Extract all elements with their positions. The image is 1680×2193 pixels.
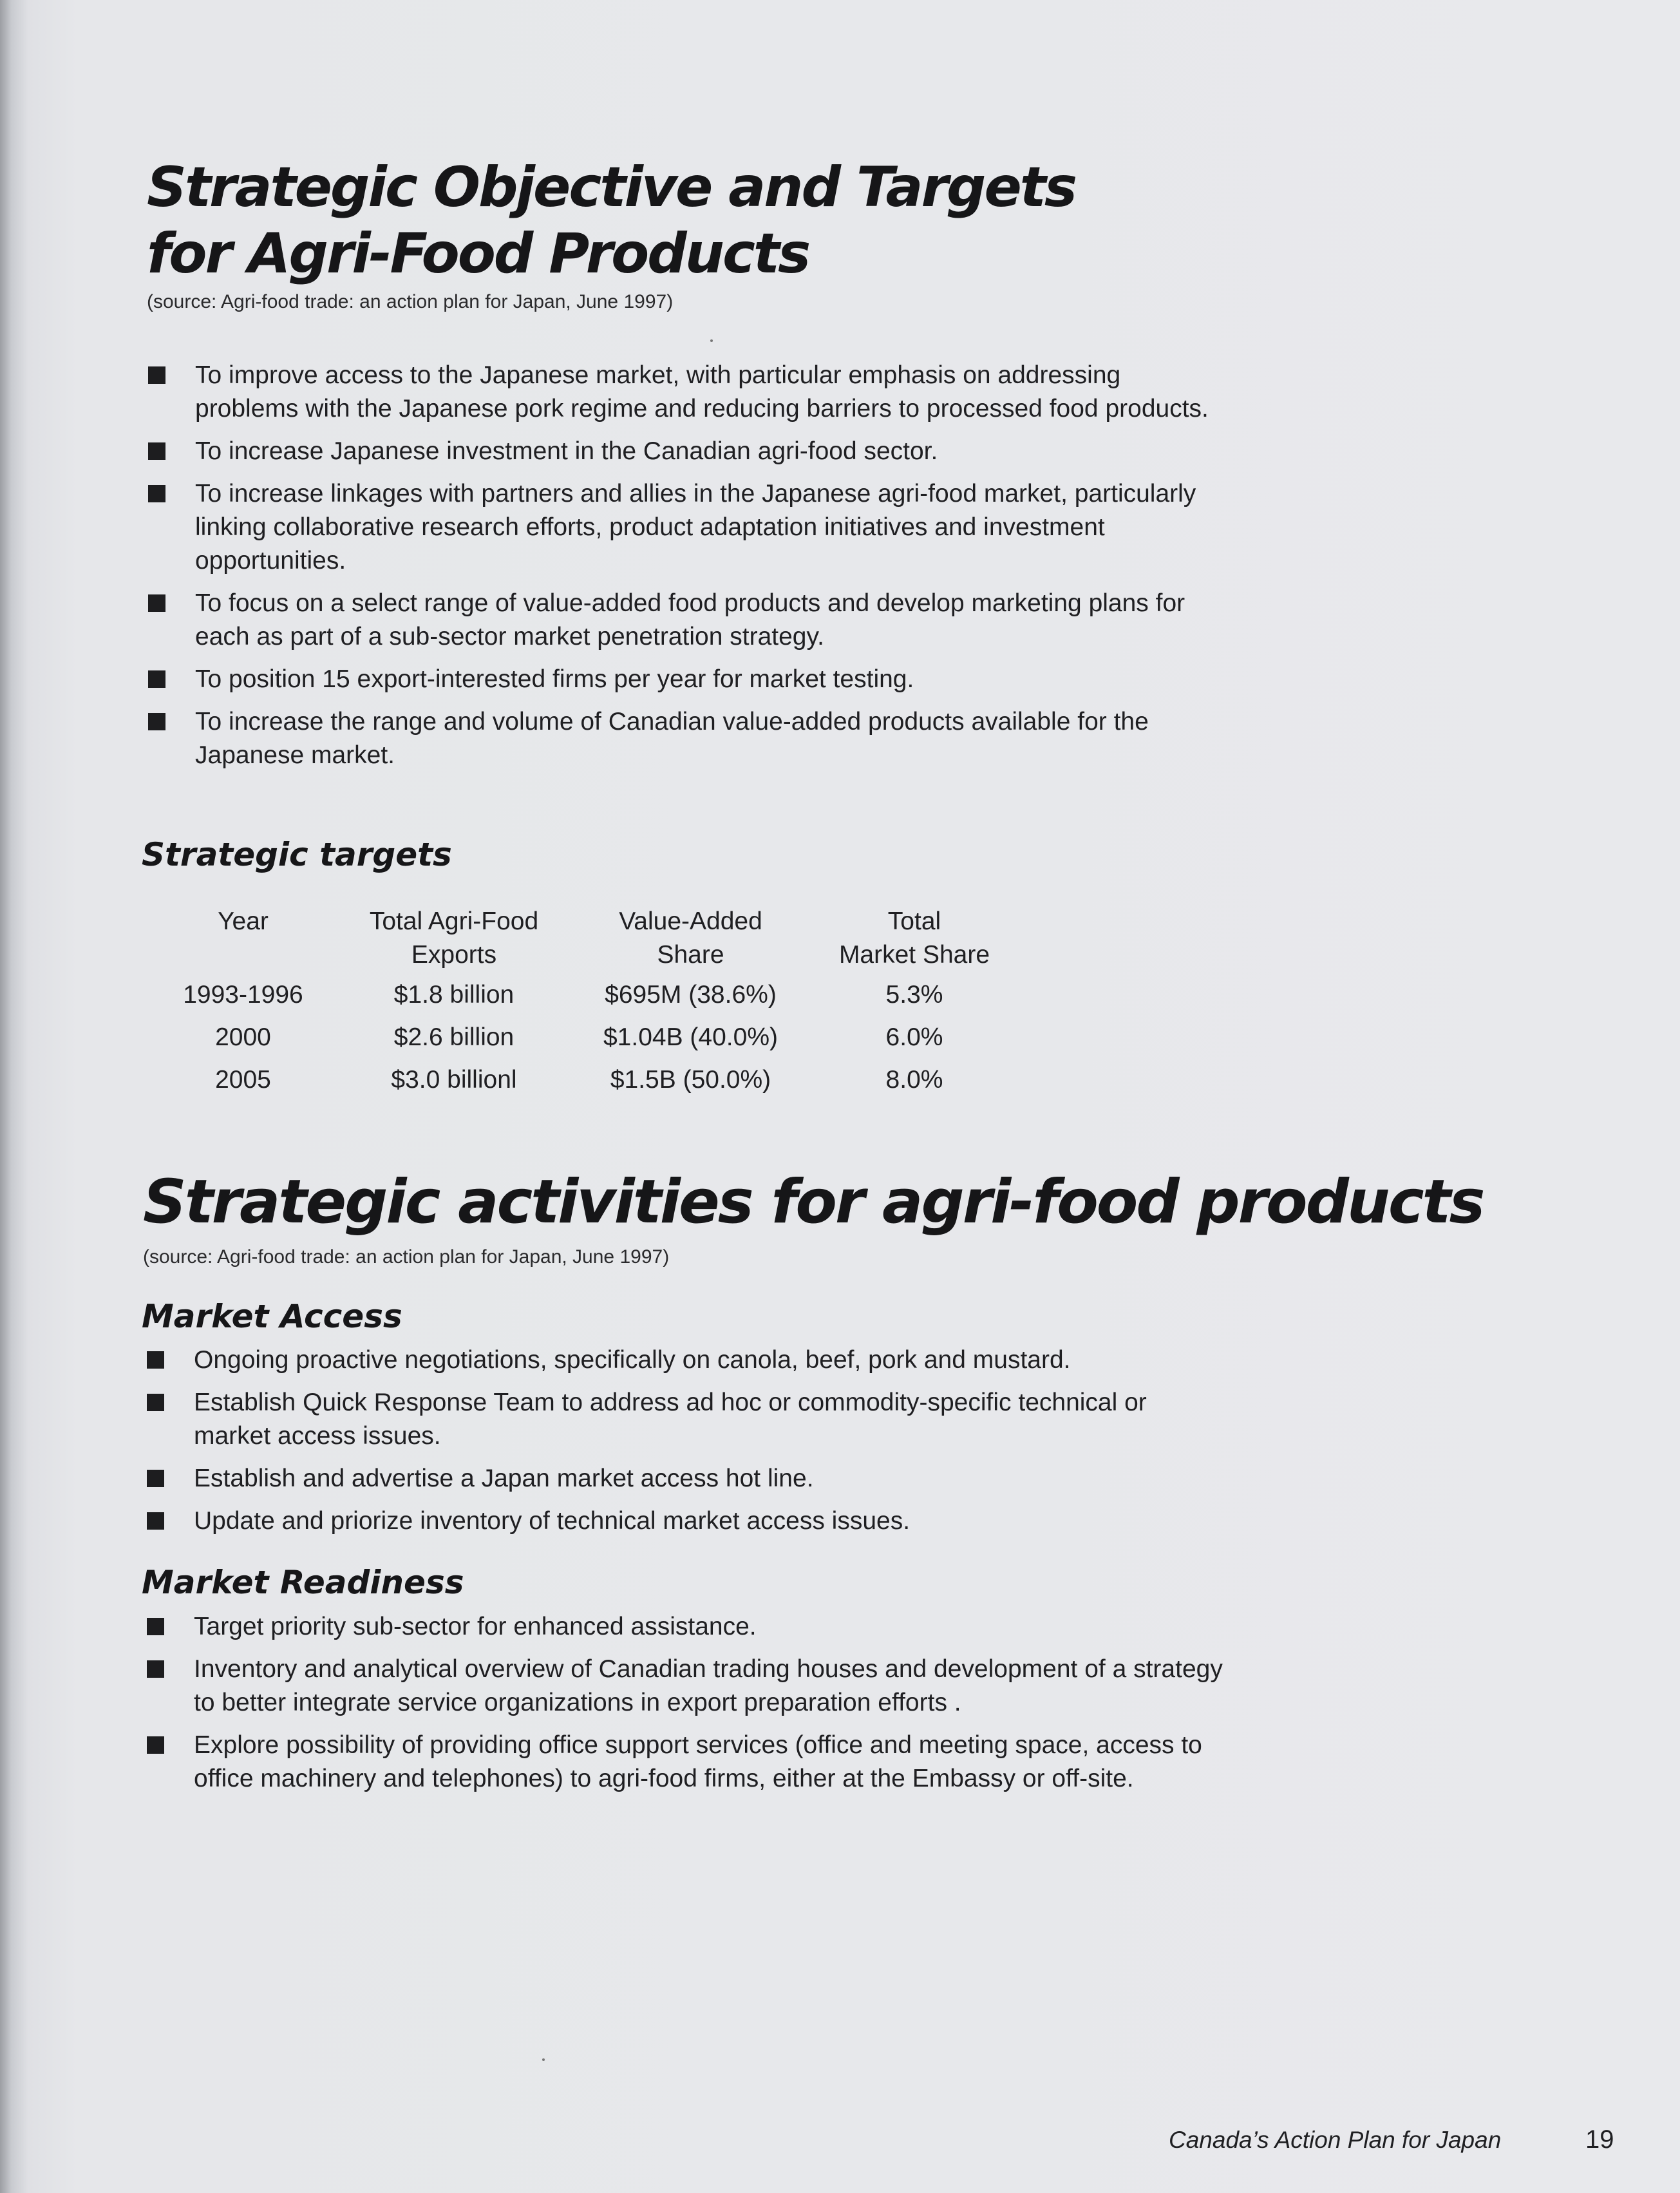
list-item	[146, 1610, 1227, 1644]
list-item-text: Update and priorize inventory of technical market access issues.	[194, 1507, 911, 1535]
column-header-line: Value-Added	[619, 907, 762, 935]
footer-publication-title: Canada’s Action Plan for Japan	[1169, 2127, 1502, 2153]
table-cell: 1993-1996	[183, 981, 303, 1009]
table-cell: 5.3%	[885, 981, 943, 1009]
bullet-square-icon	[147, 1736, 164, 1754]
bullet-square-icon	[147, 1512, 164, 1530]
column-header-line: Market Share	[838, 941, 990, 969]
bullet-square-icon	[148, 713, 165, 730]
list-item	[146, 1462, 1227, 1495]
activities-title: Strategic activities for agri-food products	[143, 1167, 1484, 1237]
list-item	[147, 663, 1229, 696]
strategic-targets-heading: Strategic targets	[142, 836, 452, 873]
list-item	[147, 587, 1229, 654]
column-header-exports	[344, 905, 563, 978]
column-header-market-share	[818, 905, 1011, 978]
column-header-value-added	[563, 905, 818, 978]
list-item-text: Establish Quick Response Team to address ad hoc or commodity-specific technical or market access issues.	[194, 1389, 1147, 1450]
table-cell: $3.0 billionl	[391, 1066, 517, 1094]
page-number: 19	[1585, 2125, 1614, 2154]
column-header-line: Exports	[411, 941, 497, 969]
bullet-square-icon	[147, 1470, 164, 1487]
market-readiness-heading: Market Readiness	[142, 1564, 464, 1601]
table-row	[142, 978, 1011, 1021]
strategic-targets-table	[142, 905, 1011, 1106]
objectives-source: (source: Agri-food trade: an action plan for Japan, June 1997)	[147, 291, 674, 312]
list-item	[147, 359, 1229, 426]
bullet-square-icon	[147, 1394, 164, 1411]
list-item-text: To increase Japanese investment in the Canadian agri-food sector.	[195, 437, 938, 465]
list-item	[146, 1505, 1227, 1538]
list-item	[147, 435, 1229, 468]
list-item-text: Target priority sub-sector for enhanced assistance.	[194, 1613, 757, 1640]
objectives-title-line-2: for Agri-Food Products	[147, 222, 809, 286]
table-cell: 2000	[215, 1023, 271, 1051]
bullet-square-icon	[147, 1660, 164, 1678]
table-header-row	[142, 905, 1011, 978]
column-header-line: Share	[657, 941, 724, 969]
list-item-text: Inventory and analytical overview of Canadian trading houses and development of a strategy to better integrate service organizations in export preparation efforts .	[194, 1655, 1223, 1716]
bullet-square-icon	[148, 366, 165, 384]
table-cell: $2.6 billion	[393, 1023, 514, 1051]
bullet-square-icon	[148, 594, 165, 612]
market-readiness-list	[146, 1610, 1227, 1805]
market-access-list	[146, 1343, 1227, 1547]
list-item-text: Explore possibility of providing office support services (office and meeting space, access to office machinery and telephones) to agri-food firms, either at the Embassy or off-site.	[194, 1731, 1202, 1792]
list-item	[147, 705, 1229, 772]
list-item-text: To increase linkages with partners and allies in the Japanese agri-food market, particularly linking collaborative research efforts, product adaptation initiatives and investment opportunities.	[195, 480, 1196, 574]
list-item-text: To focus on a select range of value-added food products and develop marketing plans for each as part of a sub-sector market penetration strategy.	[195, 589, 1185, 650]
table-cell: $1.8 billion	[393, 981, 514, 1009]
list-item	[146, 1343, 1227, 1377]
objectives-title-line-1: Strategic Objective and Targets	[147, 155, 1076, 220]
table-cell: 8.0%	[885, 1066, 943, 1094]
table-cell: $1.04B (40.0%)	[603, 1023, 778, 1051]
bullet-square-icon	[148, 670, 165, 688]
column-header-line: Total Agri-Food	[369, 907, 539, 935]
table-cell: $1.5B (50.0%)	[610, 1066, 771, 1094]
column-header-line: Total	[887, 907, 941, 935]
objectives-title	[147, 155, 1075, 287]
table-cell: 6.0%	[885, 1023, 943, 1051]
list-item	[147, 477, 1229, 578]
table-row	[142, 1021, 1011, 1063]
list-item-text: Ongoing proactive negotiations, specifically on canola, beef, pork and mustard.	[194, 1346, 1071, 1374]
list-item	[146, 1386, 1227, 1453]
list-item	[146, 1653, 1227, 1720]
table-row	[142, 1063, 1011, 1106]
table-cell: 2005	[215, 1066, 271, 1094]
bullet-square-icon	[147, 1618, 164, 1635]
activities-source: (source: Agri-food trade: an action plan for Japan, June 1997)	[143, 1246, 670, 1267]
table-cell: $695M (38.6%)	[605, 981, 777, 1009]
column-header-line: Year	[218, 907, 269, 935]
column-header-year	[142, 905, 344, 978]
objectives-list	[147, 359, 1229, 781]
market-access-heading: Market Access	[142, 1298, 402, 1335]
bullet-square-icon	[148, 442, 165, 460]
bullet-square-icon	[147, 1351, 164, 1369]
speck	[542, 2058, 545, 2061]
speck	[710, 339, 713, 342]
list-item-text: To improve access to the Japanese market, with particular emphasis on addressing problems with the Japanese pork regime and reducing barriers to processed food products.	[195, 361, 1209, 422]
list-item-text: To increase the range and volume of Canadian value-added products available for the Japanese market.	[195, 708, 1149, 769]
list-item	[146, 1729, 1227, 1796]
list-item-text: To position 15 export-interested firms per year for market testing.	[195, 665, 914, 693]
bullet-square-icon	[148, 485, 165, 502]
list-item-text: Establish and advertise a Japan market access hot line.	[194, 1465, 814, 1492]
